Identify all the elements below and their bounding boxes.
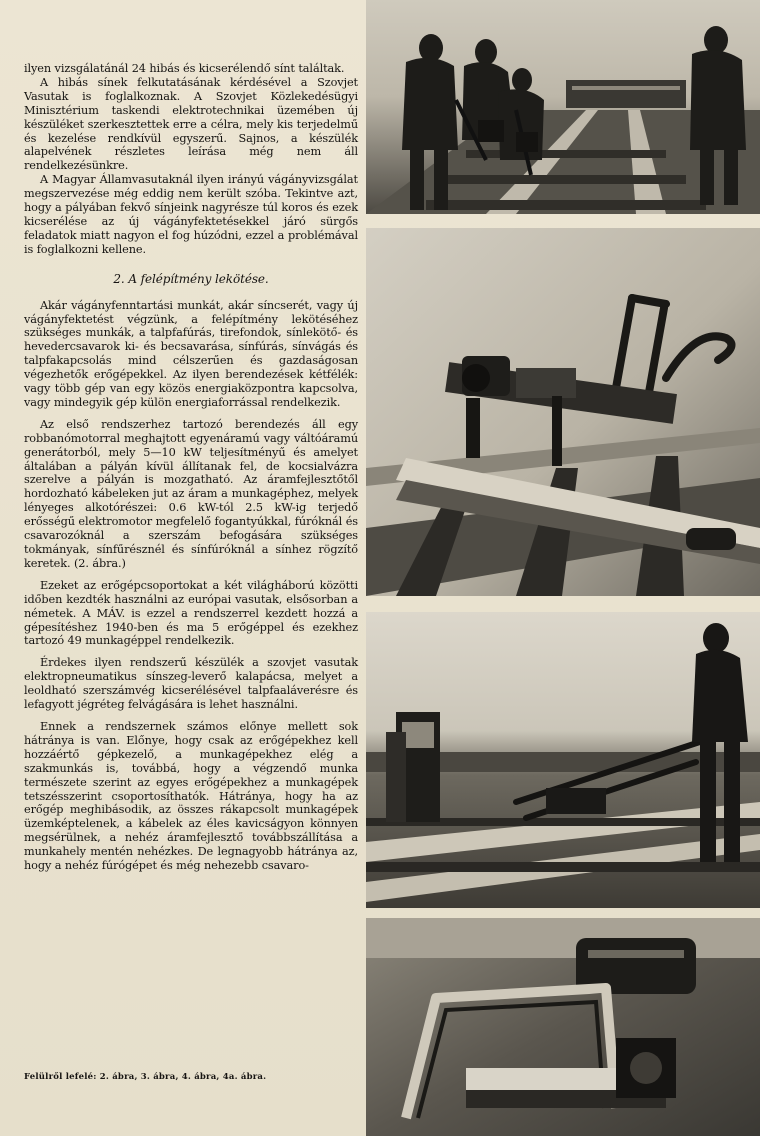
article-paragraph: ilyen vizsgálatánál 24 hibás és kicserélendő sínt találtak. bbox=[24, 62, 345, 75]
article-paragraph: A hibás sínek felkutatásának kérdésével a Szovjet Vasutak is foglalkoznak. A Szovjet Közlekedésügyi Minisztérium taskendi elektrotechnikai üzemében új készüléket szerkesztettek erre a célra, mely kis terjedelmű és kezelése rendkívül egyszerű. Sajnos, a készülék alapelvének részletes leírása még nem áll rendelkezésünkre. bbox=[24, 75, 358, 173]
photo-figure-4 bbox=[366, 612, 760, 908]
section-heading: 2. A felépítmény lekötése. bbox=[113, 271, 269, 286]
article-paragraph: Érdekes ilyen rendszerű készülék a szovjet vasutak elektropneumatikus sínszeg-leverő kalapácsa, melyet a leoldható szerszámvég kicserélésével talpfaaláverésre és lefagyott jégréteg felvágására is lehet használni. bbox=[24, 656, 358, 712]
photo-figure-3 bbox=[366, 228, 760, 596]
article-paragraph: Ezeket az erőgépcsoportokat a két világháború közötti időben kezdték használni az európai vasutak, elsősorban a németek. A MÁV. is ezzel a rendszerrel kezdett hozzá a gépesítéshez 1940-ben és ma 5 erőgéppel és ezekhez tartozó 49 munkagéppel rendelkezik. bbox=[24, 578, 358, 648]
article-paragraph: A Magyar Államvasutaknál ilyen irányú vágányvizsgálat megszervezése még eddig nem került szóba. Tekintve azt, hogy a pályában fekvő sínjeink nagyrésze túl koros és ezek kicserélése az új vágányfektetésekkel járó sürgős feladatok miatt nagyon el fog húzódni, ezzel a problémával is foglalkozni kellene. bbox=[24, 173, 358, 256]
photo-figure-4a bbox=[366, 918, 760, 1136]
article-paragraph: Az első rendszerhez tartozó berendezés áll egy robbanómotorral meghajtott egyenáramú vagy váltóáramú generátorból, mely 5—10 kW teljesítményű és amelyet általában a pályán kívül állítanak fel, de kocsialvázra szerelve a pályán is mozgatható. Az áramfejlesztőtől hordozható kábeleken jut az áram a munkagéphez, melyek lényeges alkotórészei: 0.6 kW-tól 2.5 kW-ig terjedő erősségű elektromotor megfelelő fogantyúkkal, fúróknál és csavarozóknál a szerszám befogására szükséges tokmányak, sínfűrésznél és sínfúróknál a sínhez rögzítő keretek. (2. ábra.) bbox=[24, 417, 358, 570]
article-paragraph: Akár vágányfenntartási munkát, akár síncserét, vagy új vágányfektetést végzünk, a felépítmény lekötéséhez szükséges munkák, a talpfafúrás, tirefondok, sínlekötő- és hevedercsavarok ki- és becsavarása, sínfúrás, sínvágás és talpfakapcsolás mind célszerűen és gazdaságosan végezhetők erőgépekkel. Az ilyen berendezések kétfélék: vagy több gép van egy közös energiaközpontra kapcsolva, vagy mindegyik gép külön energiaforrással rendelkezik. bbox=[24, 298, 358, 409]
workers-with-drilling-machines-on-track-icon bbox=[366, 0, 760, 214]
figure-caption: Felülről lefelé: 2. ábra, 3. ábra, 4. ábra, 4a. ábra. bbox=[24, 1072, 267, 1082]
rail-saw-machine-icon bbox=[366, 918, 760, 1136]
photo-figure-2 bbox=[366, 0, 760, 214]
worker-with-track-machine-icon bbox=[366, 612, 760, 908]
article-paragraph: Ennek a rendszernek számos előnye mellett sok hátránya is van. Előnye, hogy csak az erőgépekhez kell hozzáértő gépkezelő, a munkagépekhez elég a szakmunkás is, továbbá, hogy a végzendő munka természete szerint az egyes erőgépekhez a munkagépek tetszésszerint csoportosíthatók. Hátránya, hogy ha az erőgép meghibásodik, az összes rákapcsolt munkagépek üzemképtelenek, a kábelek az éles kavicságyon könnyen megsérülnek, a nehéz áramfejlesztő továbbszállítása a munkahely mentén nehézkes. De legnagyobb hátránya az, hogy a nehéz fúrógépet és még nehezebb csavaro- bbox=[24, 719, 358, 873]
article-text-column bbox=[24, 62, 358, 873]
rail-drilling-machine-icon bbox=[366, 228, 760, 596]
